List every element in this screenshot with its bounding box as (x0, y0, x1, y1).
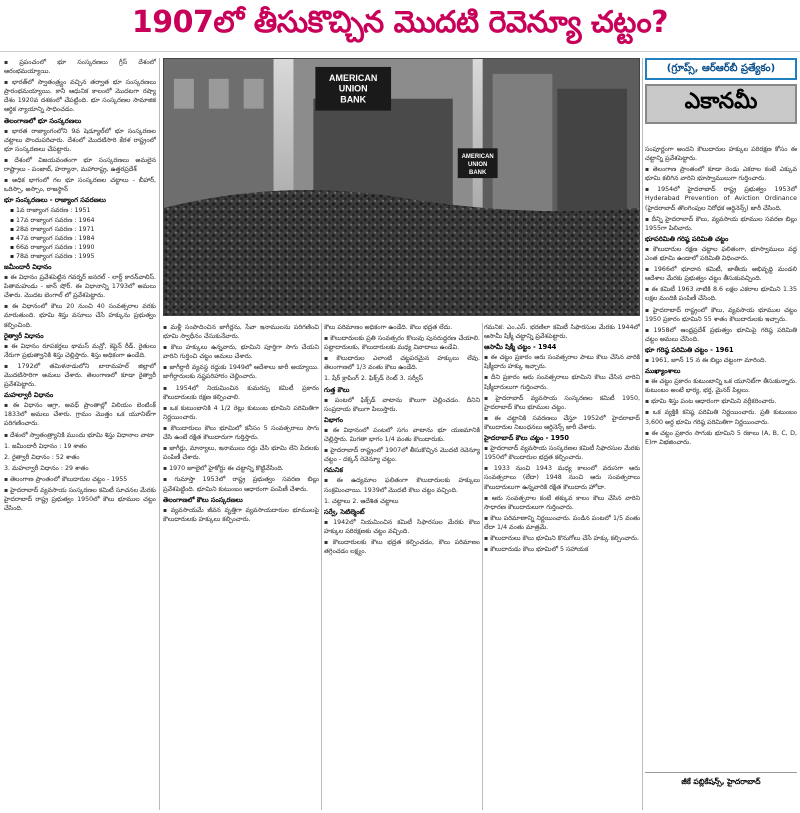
paragraph: ▪ ఈ చట్టం ప్రకారం సాగుకు భూమిని 5 రకాలు (A, B, C, D, E)గా విభజించారు. (645, 429, 797, 447)
article-column-4 (484, 323, 640, 810)
paragraph: ▪ 1954లో నియమించిన కుమరప్ప కమిటీ ప్రకారం కౌలుదారులకు రక్షణ కల్పించాలి. (163, 384, 319, 402)
list-item: ▪ 1వ రాజ్యాంగ సవరణ : 1951 (4, 206, 156, 215)
column-divider (642, 58, 643, 810)
paragraph: ▪ ఈ చట్టానికి సవరణలు చేస్తూ 1952లో హైదరాబాద్ కౌలుదారుల నిబంధనలు ఆర్డినెన్స్ జారీ చేశారు. (484, 414, 640, 432)
headline-banner (0, 0, 800, 52)
section-heading: హైదరాబాద్ కౌలు చట్టం - 1950 (484, 434, 569, 443)
section-heading: తెలంగాణలో భూ సంస్కరణలు (4, 116, 82, 125)
paragraph: ▪ వ్యవసాయమే జీవన వృత్తిగా వ్యవసాయదారుల భూములపై కౌలుదారులకు హక్కులు కల్పించారు. (163, 506, 319, 524)
column-divider (159, 58, 160, 810)
list-item: 1. చట్టాలు 2. ఆదేశిత చట్టాలు (324, 497, 399, 505)
paragraph: ▪ కౌలుదారులు కౌలు భూమిలో కనీసం 5 సంవత్సరాలు సాగు చేసి ఉంటే రక్షిత కౌలుదారుగా గుర్తిస్తారు. (163, 424, 319, 442)
section-heading: భూ గరిష్ఠ పరిమితి చట్టం - 1961 (645, 345, 734, 354)
section-heading: రైత్వారీ విధానం (4, 331, 44, 340)
list-item: ▪ 47వ రాజ్యాంగ సవరణ : 1984 (4, 234, 156, 243)
paragraph: ▪ దీని ప్రకారం ఆరు సంవత్సరాలు భూమిని కౌలు చేసిన వారిని షిక్మీదారులుగా గుర్తించారు. (484, 373, 640, 391)
section-heading: ముఖ్యాంశాలు (645, 367, 681, 376)
bank-crowd-photo (163, 58, 640, 316)
paragraph: ▪ కౌలుదారుల ఎలాంటి చట్టపరమైన హక్కులు లేవు. తెలంగాణలో 1/3 వంతు కౌలు ఉండేది. (324, 354, 480, 372)
column-divider (482, 323, 483, 810)
section-heading: విభాగం (324, 415, 343, 424)
paragraph: ▪ ఈ చట్టం ప్రకారం కుటుంబాన్ని ఒక యూనిట్‌గా తీసుకున్నారు. కుటుంబం అంటే భార్య, భర్త, మైనర్ పిల్లలు. (645, 377, 797, 395)
paragraph: ▪ దీన్ని హైదరాబాద్ కౌలు, వ్యవసాయ భూముల సవరణ బిల్లు 1955గా పిలిచారు. (645, 215, 797, 233)
bank-sign-text: BANK (340, 94, 367, 105)
paragraph: ▪ 1792లో తమిళనాడులోని బారామహల్ జిల్లాలో మొదటిసారిగా అమలు చేశారు. తెలంగాణలో కూడా రైత్వారీ ప్రవేశపెట్టారు. (4, 362, 156, 389)
section-heading: సర్వే, సెటిల్మెంట్ (324, 507, 365, 516)
paragraph: ▪ కౌలుదారులు కౌలు భూమిని కొనుగోలు చేసే హక్కు కల్పించారు. (484, 534, 640, 543)
bank-sign-text: AMERICAN (461, 154, 494, 161)
paragraph: ▪ కౌలుదారులకు కౌలు భద్రత కల్పించడం, కౌలు పరిమాణం తగ్గించడం లక్ష్యం. (324, 538, 480, 556)
paragraph: ▪ కౌలుదారుడు కౌలు భూమిలో 5 సహాయక (484, 545, 640, 554)
paragraph: ▪ ఈ విధానం ఆగ్రా, అవధ్ ప్రాంతాల్లో విలియం బెంటింక్ 1833లో అమలు చేశారు. గ్రామం మొత్తం ఒక యూనిట్‌గా పరిగణించారు. (4, 401, 156, 428)
paragraph: ▪ 1958లో ఆంధ్రప్రదేశ్ ప్రభుత్వం భూమిపై గరిష్ఠ పరిమితి చట్టం అమలు చేసింది. (645, 326, 797, 344)
publisher-credit (645, 772, 797, 790)
paragraph: ▪ 1966లో భూదాన కమిటీ, జాతీయ అభివృద్ధి మండలి ఆదేశాల మేరకు ప్రభుత్వం చట్టం తీసుకువచ్చింది. (645, 265, 797, 283)
list-item: ▪ 66వ రాజ్యాంగ సవరణ : 1990 (4, 243, 156, 252)
list-item: ▪ 78వ రాజ్యాంగ సవరణ : 1995 (4, 252, 156, 261)
publisher-credit-text: జీకే పబ్లికేషన్స్, హైదరాబాద్ (681, 777, 761, 786)
paragraph: ▪ జాగీర్దారీ వ్యవస్థ రద్దుకు 1949లో ఆదేశాలు జారీ అయ్యాయి. జాగీర్దారులకు నష్టపరిహారం చెల్లించారు. (163, 363, 319, 381)
paragraph: ▪ మళ్లీ సంపాదించిన జాగీర్లను, సేవా ఇనాములను పరిగణించి భూమి స్వాధీనం చేసుకునేవారు. (163, 323, 319, 341)
paragraph: ▪ కౌలుదారుల రక్షణ చట్టాల ఫలితంగా, భూస్వాములు వద్ద ఎంత భూమి ఉండాలో పరిమితి విధించారు. (645, 245, 797, 263)
section-heading: భూపరిమితి గరిష్ఠ పరిమితి చట్టం (645, 234, 729, 243)
article-column-1 (4, 58, 156, 810)
paragraph: గమనిక: ఎం.ఎస్. భరణిలా కమిటీ సిఫారసుల మేరకు 1944లో ఆసామీ షిక్మీ చట్టాన్ని ప్రవేశపెట్టారు. (484, 324, 640, 341)
bank-sign-text: BANK (469, 170, 487, 177)
paragraph: ▪ 1961, జూన్ 15 న ఈ బిల్లు చట్టంగా మారింది. (645, 356, 797, 365)
paragraph: ▪ కౌలుదారులకు ప్రతి సంవత్సరం కొలువు పునరుద్ధరణ చేయాలి. పట్టాదారులకు, కౌలుదారులకు మధ్య వివాదాలు ఉండేవి. (324, 334, 480, 352)
section-tag-label: ఎకానమీ (684, 89, 758, 114)
paragraph: ▪ గుమాస్తా 1953లో రాష్ట్ర ప్రభుత్వం సవరణ బిల్లు ప్రవేశపెట్టింది. భూమిని కుటుంబం ఆధారంగా పంపిణీ చేశారు. (163, 475, 319, 493)
section-heading: మహల్వారీ విధానం (4, 391, 54, 400)
paragraph: ▪ ఈ విధానంలో పంటలో సగం వాటాను భూ యజమానికి చెల్లిస్తారు. మిగతా భాగం 1/4 వంతు కౌలుదారుకు. (324, 426, 480, 444)
paragraph: ▪ ఈ విధానం ప్రవేశపెట్టిన గవర్నర్ జనరల్ - లార్డ్ కారన్‌వాలిస్. పితామహుడు - జాన్ షోర్. ఈ విధానాన్ని 1793లో అమలు చేశారు. మొదట బెంగాల్ లో ప్రవేశపెట్టారు. (4, 273, 156, 300)
paragraph: కౌలు పరిమాణం అధికంగా ఉండేది. కౌలు భద్రత లేదు. (324, 324, 453, 331)
paragraph: ▪ ఈ విధానం రూపకర్తలు థామస్ మన్రో, కెప్టెన్ రీడ్. రైతులు నేరుగా ప్రభుత్వానికి శిస్తు చెల్లిస్తారు. శిస్తు అధికంగా ఉండేది. (4, 342, 156, 360)
paragraph: ▪ దేశంలో స్వాతంత్ర్యానికి ముందు భూమి శిస్తు విధానాల వాటా (4, 431, 156, 440)
paragraph: ▪ అధిక భాగంలో గల భూ సంస్కరణల చట్టాలు - బీహార్, ఒరిస్సా, అస్సాం, రాజస్థాన్ (4, 176, 156, 194)
paragraph: ▪ ఆరు సంవత్సరాల కంటే తక్కువ కాలం కౌలు చేసిన వారిని సాధారణ కౌలుదారులుగా గుర్తించారు. (484, 494, 640, 512)
paragraph: ▪ భారత రాజ్యాంగంలోని 9వ షెడ్యూల్‌లో భూ సంస్కరణల చట్టాలు పొందుపరిచారు. దేశంలో మొదటిసారి కేరళ రాష్ట్రంలో భూ సంస్కరణలు చేపట్టారు. (4, 127, 156, 154)
paragraph: ▪ ఈ విధానంలో కౌలు 20 నుంచి 40 సంవత్సరాల వరకు మారుతుంది. భూమి శిస్తు వసూలు చేసే హక్కును ప్రభుత్వం కల్పించింది. (4, 302, 156, 329)
bank-sign-text: UNION (338, 83, 368, 94)
paragraph: ▪ హైదరాబాద్ వ్యవసాయ సంస్కరణల కమిటీ సిఫారసుల మేరకు 1950లో కౌలుదారుల భద్రత కల్పించారు. (484, 444, 640, 462)
paragraph: ▪ హైదరాబాద్ వ్యవసాయ సంస్కరణల కమిటీ 1950, హైదరాబాద్ కౌలు భూముల చట్టం. (484, 394, 640, 412)
bank-sign-text: UNION (468, 162, 488, 169)
paragraph: ▪ తెలంగాణ ప్రాంతంలో కూడా రెండు ఎకరాల కంటే ఎక్కువ భూమి కలిగిన వారిని భూస్వాములుగా గుర్తించారు. (645, 165, 797, 183)
paragraph: సంపూర్ణంగా అందని కౌలుదారుల హక్కుల పరిరక్షణ కోసం ఈ చట్టాన్ని ప్రవేశపెట్టారు. (645, 146, 797, 163)
paragraph: ▪ దేశంలో విజయవంతంగా భూ సంస్కరణలు అమలైన రాష్ట్రాలు - పంజాబ్, హర్యానా, మహారాష్ట్ర, ఉత్తరప్రదేశ్ (4, 156, 156, 174)
paragraph: ▪ పంటలో ఫిక్స్‌డ్ వాటాను కౌలుగా చెల్లించడం. దీనిని సంప్రదాయ కౌలుగా పిలుస్తారు. (324, 396, 480, 414)
paragraph: ▪ ఒక వ్యక్తికి కనిష్ఠ పరిమితి నిర్ణయించారు. ప్రతి కుటుంబం 3,600 అర్ధ భూమి గరిష్ఠ పరిమితిగా నిర్ణయించారు. (645, 408, 797, 426)
paragraph: ▪ ఒక కుటుంబానికి 4 1/2 రెట్లు కుటుంబ భూమిని పరిమితిగా నిర్ణయించారు. (163, 404, 319, 422)
bank-sign-text: AMERICAN (329, 72, 378, 83)
paragraph: ▪ ప్రపంచంలో భూ సంస్కరణలు గ్రీస్ దేశంలో ఆరంభమయ్యాయి. (4, 58, 156, 76)
section-heading: గుత్త కౌలు (324, 385, 350, 394)
column-divider (321, 323, 322, 810)
paragraph: ▪ 1942లో నియమించిన కమిటీ సిఫారసుల మేరకు కౌలు హక్కుల పరిరక్షణకు చట్టం వచ్చింది. (324, 518, 480, 536)
paragraph: ▪ హైదరాబాద్ రాష్ట్రంలో 1907లో తీసుకొచ్చిన మొదటి రెవెన్యూ చట్టం - దక్కన్ రెవెన్యూ చట్టం. (324, 446, 480, 464)
paragraph: ▪ కౌలు పరిమాణాన్ని నిర్ణయించారు. పండిన పంటలో 1/5 వంతు లేదా 1/4 వంతు మాత్రమే. (484, 514, 640, 532)
paragraph: ▪ ఈ చట్టం ప్రకారం ఆరు సంవత్సరాల పాటు కౌలు చేసిన వారికి షిక్మీదారు హక్కు ఇచ్చారు. (484, 353, 640, 371)
article-column-3 (324, 323, 480, 810)
paragraph: ▪ 1954లో హైదరాబాద్ రాష్ట్ర ప్రభుత్వం 1953లో Hyderabad Prevention of Aviction Ordinance (హైదరాబాద్ తొలగింపుల నిరోధక ఆర్డినెన్స్) జారీ చేసింది. (645, 185, 797, 212)
paragraph: ▪ హైదరాబాద్ రాష్ట్రంలో కౌలు, వ్యవసాయ భూముల చట్టం 1950 ప్రకారం భూమిని 55 శాతం కౌలుదారులకు ఇచ్చారు. (645, 306, 797, 324)
paragraph: ▪ జాగీర్లు, మాన్యాలు, ఇనాములు రద్దు చేసి భూమి లేని పేదలకు పంపిణీ చేశారు. (163, 444, 319, 462)
paragraph: ▪ భూమి శిస్తు పంట ఆధారంగా భూమిని వర్గీకరించారు. (645, 397, 797, 406)
paragraph: ▪ 1933 నుంచి 1943 మధ్య కాలంలో వరుసగా ఆరు సంవత్సరాలు (లేదా) 1948 నుంచి ఆరు సంవత్సరాలు కౌలుదారులుగా ఉన్నవారికి రక్షిత కౌలుదారు హోదా. (484, 464, 640, 491)
section-tag (645, 84, 797, 124)
paragraph: ▪ 1970 జూలైలో హైకోర్టు ఈ చట్టాన్ని కొట్టివేసింది. (163, 464, 319, 473)
photo-illustration (164, 59, 639, 315)
paragraph: ▪ కౌలు హక్కులు ఉన్నవారు, భూమిని పూర్తిగా సాగు చేయని వారిని గుర్తించి చట్టం అమలు చేశారు. (163, 343, 319, 361)
list-item: 1. షేర్ క్రాపింగ్ 2. ఫిక్స్‌డ్ రెంట్ 3. సర్వీస్ (324, 375, 424, 383)
series-tag (645, 58, 797, 80)
paragraph: ▪ భారత్‌లో స్వాతంత్ర్యం వచ్చిన తర్వాత భూ సంస్కరణలు ప్రారంభమయ్యాయి. కానీ ఆధునిక కాలంలో మొదటగా రష్యా దేశం 1920వ దశకంలో చేపట్టింది. భూ సంస్కరణల సామాజిక ఆర్థిక న్యాయాన్ని సాధించడం. (4, 78, 156, 114)
list-item: 2. రైత్వారీ విధానం : 52 శాతం (4, 453, 80, 461)
headline-title: 1907లో తీసుకొచ్చిన మొదటి రెవెన్యూ చట్టం? (131, 4, 669, 40)
list-item: ▪ 17వ రాజ్యాంగ సవరణ : 1964 (4, 216, 156, 225)
paragraph: ▪ ఈ ఉద్యమాల ఫలితంగా కౌలుదారులకు హక్కులు సంక్రమించాయి. 1939లో మొదటి కౌలు చట్టం వచ్చింది. (324, 476, 480, 494)
list-item: ▪ 28వ రాజ్యాంగ సవరణ : 1971 (4, 225, 156, 234)
paragraph: ▪ హైదరాబాద్ వ్యవసాయ సంస్కరణల కమిటీ సూచనల మేరకు హైదరాబాద్ రాష్ట్ర ప్రభుత్వం 1950లో కౌలు భూముల చట్టం చేసింది. (4, 486, 156, 513)
section-heading: తెలంగాణలో కౌలు సంస్కరణలు (163, 495, 243, 504)
section-heading: గమనిక (324, 466, 343, 475)
article-column-2 (163, 323, 319, 810)
list-item: 3. మహల్వారీ విధానం : 29 శాతం (4, 464, 89, 472)
article-column-5 (645, 145, 797, 810)
series-tag-label: (గ్రూప్స్, ఆర్‌ఆర్‌బీ ప్రత్యేకం) (666, 63, 776, 74)
paragraph: ▪ తెలంగాణ ప్రాంతంలో కౌలుదారుల చట్టం - 1955 (4, 475, 156, 484)
list-item: 1. జమీందారీ విధానం : 19 శాతం (4, 442, 87, 450)
section-heading: ఆసామీ షిక్మీ చట్టం - 1944 (484, 343, 557, 352)
paragraph: ▪ ఈ కమిటీ 1963 నాటికి 8.6 లక్షల ఎకరాల భూమిని 1.35 లక్షల మందికి పంపిణీ చేసింది. (645, 285, 797, 303)
section-heading: భూ సంస్కరణలు - రాజ్యాంగ సవరణలు (4, 196, 106, 205)
section-heading: జమీందారీ విధానం (4, 262, 52, 271)
